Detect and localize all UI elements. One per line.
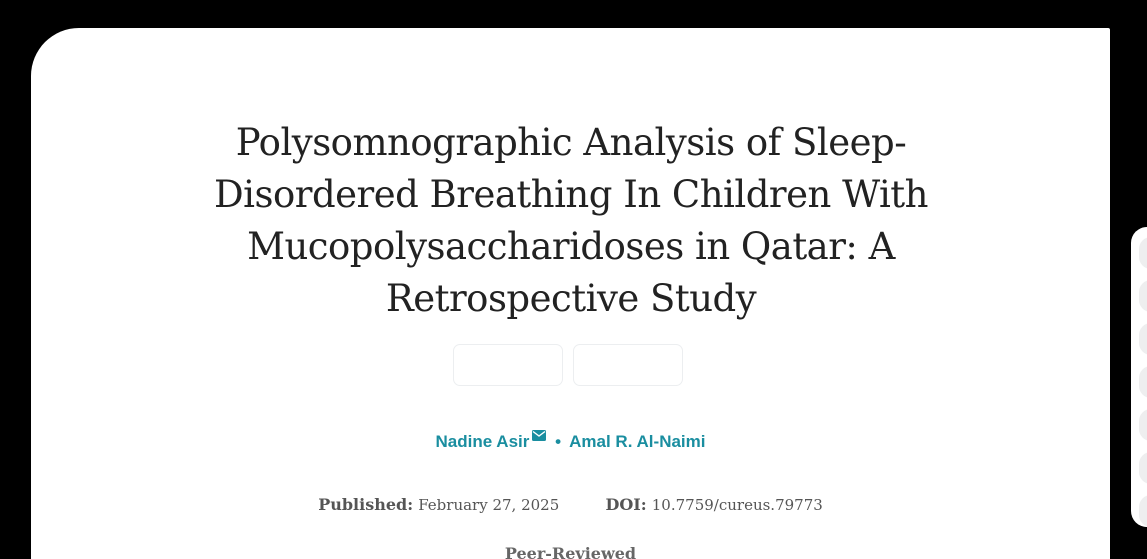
- rail-button-6[interactable]: [1139, 452, 1147, 484]
- published-date: February 27, 2025: [418, 496, 560, 514]
- badge-placeholder-1[interactable]: [453, 344, 563, 386]
- article-card: [31, 28, 1110, 559]
- rail-button-5[interactable]: [1139, 409, 1147, 441]
- author-list: [31, 426, 1110, 452]
- published-label: Published:: [318, 495, 414, 514]
- badge-placeholder-2[interactable]: [573, 344, 683, 386]
- peer-reviewed-label: Peer-Reviewed: [504, 544, 637, 559]
- rail-button-7[interactable]: [1139, 495, 1147, 527]
- article-badges: [453, 344, 683, 386]
- rail-button-3[interactable]: [1139, 323, 1147, 355]
- rail-button-1[interactable]: [1139, 237, 1147, 269]
- rail-button-4[interactable]: [1139, 366, 1147, 398]
- mail-icon[interactable]: [532, 426, 546, 446]
- publication-meta: [31, 495, 1110, 514]
- article-title: Polysomnographic Analysis of Sleep-Disordered Breathing In Children With Mucopolysaccharidoses in Qatar: A Retrospective Study: [214, 121, 928, 320]
- author-separator: •: [555, 432, 562, 451]
- author-link-nadine-asir[interactable]: Nadine Asir: [435, 432, 530, 451]
- author-link-amal-al-naimi[interactable]: Amal R. Al-Naimi: [569, 432, 706, 451]
- doi-label: DOI:: [605, 495, 647, 514]
- rail-button-2[interactable]: [1139, 280, 1147, 312]
- side-action-rail: [1131, 227, 1147, 527]
- doi-value[interactable]: 10.7759/cureus.79773: [651, 496, 823, 514]
